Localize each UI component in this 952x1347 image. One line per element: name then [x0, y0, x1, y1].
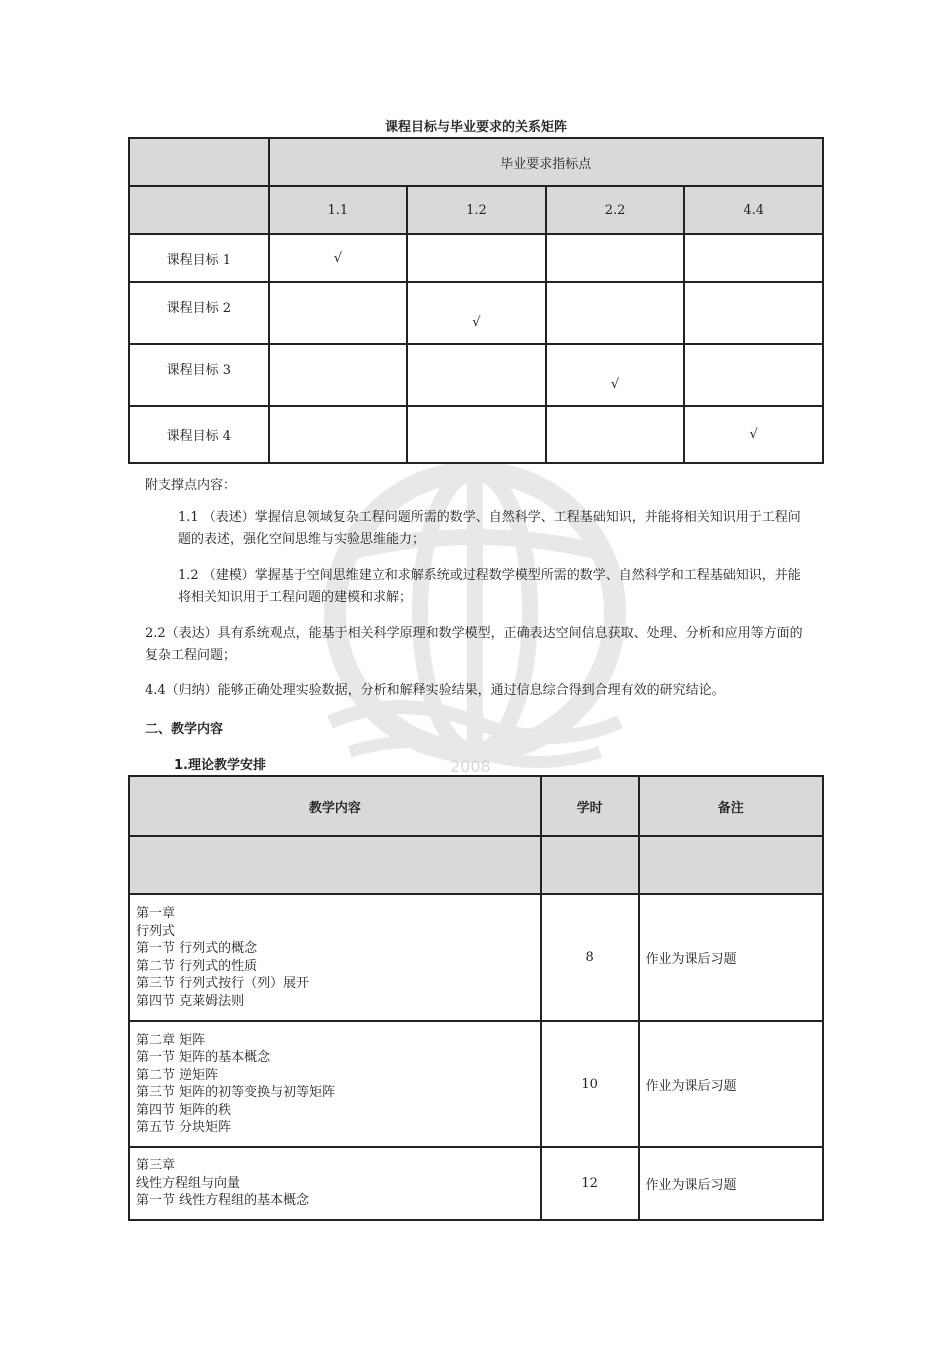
content-header-row	[129, 776, 823, 836]
matrix-check-cell: √	[684, 406, 823, 463]
matrix-check-cell	[269, 406, 408, 463]
matrix-corner-cell	[129, 138, 269, 186]
matrix-check-cell	[546, 406, 685, 463]
matrix-check-cell	[407, 406, 546, 463]
support-label: 附支撑点内容：	[145, 478, 237, 493]
support-item: 1.1 （表述）掌握信息领域复杂工程问题所需的数学、自然科学、工程基础知识，并能将相关知识用于工程问题的表述，强化空间思维与实验思维能力；	[178, 510, 801, 547]
section-heading: 二、教学内容	[145, 722, 224, 737]
content-blank-row	[129, 836, 823, 894]
chapter-line: 第三节 行列式按行（列）展开	[136, 976, 310, 991]
chapter-line: 第五节 分块矩阵	[136, 1120, 232, 1135]
check-mark: √	[472, 314, 481, 330]
chapter-line: 第三节 矩阵的初等变换与初等矩阵	[136, 1085, 336, 1100]
matrix-row	[129, 234, 823, 282]
matrix-row-label: 课程目标 3	[129, 344, 269, 406]
matrix-column-header: 1.2	[407, 186, 546, 234]
matrix-check-cell	[407, 344, 546, 406]
chapter-cell	[129, 1021, 541, 1147]
matrix-column-row	[129, 186, 823, 234]
note-cell: 作业为课后习题	[639, 894, 823, 1021]
matrix-column-header: 4.4	[684, 186, 823, 234]
matrix-check-cell	[684, 234, 823, 282]
hours-cell: 12	[541, 1147, 639, 1220]
matrix-check-cell	[684, 282, 823, 344]
chapter-line: 第一章	[136, 906, 176, 921]
support-item: 4.4（归纳）能够正确处理实验数据，分析和解释实验结果，通过信息综合得到合理有效的研究结论。	[145, 683, 725, 698]
hours-cell: 8	[541, 894, 639, 1021]
watermark-year: 2008	[450, 757, 491, 776]
matrix-check-cell	[407, 234, 546, 282]
matrix-header-row	[129, 138, 823, 186]
note-cell: 作业为课后习题	[639, 1021, 823, 1147]
hours-cell: 10	[541, 1021, 639, 1147]
matrix-column-header: 2.2	[546, 186, 685, 234]
teaching-content-table	[128, 775, 824, 1221]
support-item: 2.2（表达）具有系统观点，能基于相关科学原理和数学模型，正确表达空间信息获取、处理、分析和应用等方面的复杂工程问题；	[145, 626, 803, 663]
matrix-row-label: 课程目标 1	[129, 234, 269, 282]
chapter-line: 行列式	[136, 923, 176, 939]
content-header: 教学内容	[129, 776, 541, 836]
matrix-row	[129, 344, 823, 406]
check-mark: √	[610, 376, 620, 392]
matrix-row	[129, 406, 823, 463]
chapter-cell	[129, 1147, 541, 1220]
content-header: 备注	[639, 776, 823, 836]
content-header: 学时	[541, 776, 639, 836]
matrix-corner-cell	[129, 186, 269, 234]
matrix-row-label: 课程目标 2	[129, 282, 269, 344]
matrix-check-cell	[684, 344, 823, 406]
blank-cell	[639, 836, 823, 894]
content-row	[129, 894, 823, 1021]
chapter-line: 第四节 矩阵的秩	[136, 1102, 232, 1118]
support-item: 1.2 （建模）掌握基于空间思维建立和求解系统或过程数学模型所需的数学、自然科学和工程基础知识，并能将相关知识用于工程问题的建模和求解；	[178, 568, 801, 605]
matrix-check-cell: √	[269, 234, 408, 282]
content-row	[129, 1147, 823, 1220]
blank-cell	[541, 836, 639, 894]
matrix-group-header: 毕业要求指标点	[269, 138, 823, 186]
content-row	[129, 1021, 823, 1147]
chapter-line: 第二节 行列式的性质	[136, 958, 258, 974]
matrix-title: 课程目标与毕业要求的关系矩阵	[384, 120, 567, 135]
chapter-cell	[129, 894, 541, 1021]
objective-matrix-table	[128, 137, 824, 464]
matrix-check-cell	[546, 234, 685, 282]
chapter-line: 第一节 线性方程组的基本概念	[136, 1193, 310, 1209]
subsection-heading: 1.理论教学安排	[174, 758, 266, 773]
matrix-check-cell	[546, 282, 685, 344]
chapter-line: 第三章	[136, 1158, 176, 1174]
note-cell: 作业为课后习题	[639, 1147, 823, 1220]
chapter-line: 第一节 行列式的概念	[136, 941, 258, 956]
chapter-line: 线性方程组与向量	[136, 1175, 241, 1191]
chapter-line: 第四节 克莱姆法则	[136, 993, 245, 1009]
matrix-row-label: 课程目标 4	[129, 406, 269, 463]
blank-cell	[129, 836, 541, 894]
matrix-check-cell	[407, 282, 546, 344]
chapter-line: 第二章 矩阵	[136, 1032, 206, 1048]
matrix-check-cell	[546, 344, 685, 406]
matrix-check-cell	[269, 344, 408, 406]
matrix-check-cell	[269, 282, 408, 344]
matrix-column-header: 1.1	[269, 186, 408, 234]
chapter-line: 第二节 逆矩阵	[136, 1067, 219, 1083]
matrix-row	[129, 282, 823, 344]
chapter-line: 第一节 矩阵的基本概念	[136, 1050, 271, 1065]
